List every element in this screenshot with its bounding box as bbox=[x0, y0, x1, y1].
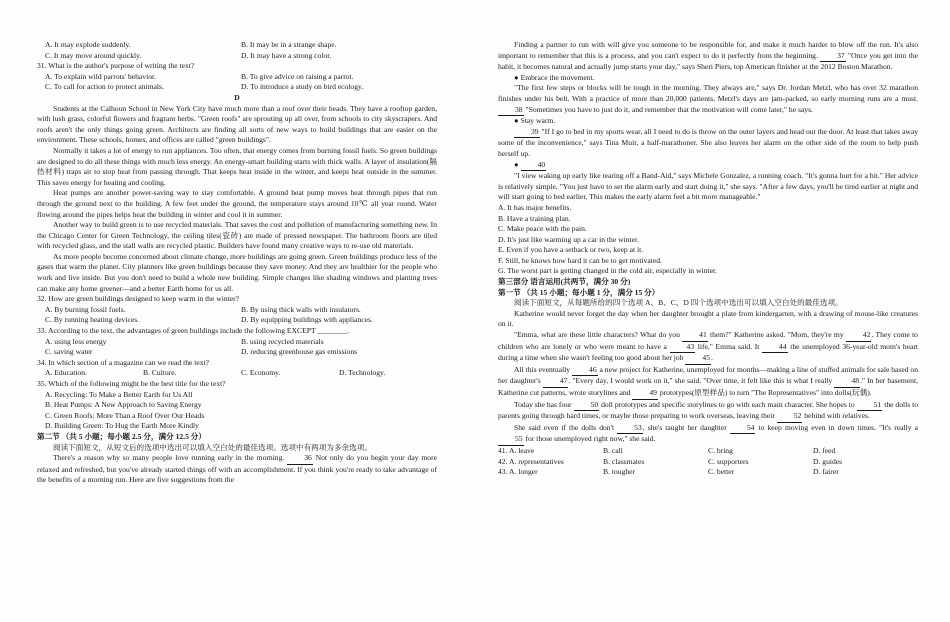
running-p1-before: Finding a partner to run with will give you someone to be responsible for, and make it much harder to blow off the run. It's also important to remember that this is a process, and you can't expect to do it perfectly from the beginning. bbox=[498, 40, 918, 60]
cloze-p2-text-e: the unemployed 36-year-old mom's heart during a time when she wasn't feeling too good about her job bbox=[498, 341, 918, 363]
passage-d-paragraph-2: Normally it takes a lot of energy to run appliances. Too often, that energy comes from burning fossil fuels. So green buildings are designed to do all these things with much less energy. An energy-smart building starts with thick walls. A layer of insulation(隔热材料) traps air to stop heat from passing through. That keeps heat inside in the winter, and keeps heat outside in the summer. This saves energy for heating and cooling. bbox=[37, 145, 437, 187]
q30-options-row1 bbox=[37, 40, 437, 51]
running-paragraph-4: "I view waking up early like tearing off a Band-Aid," says Michele Gonzalez, a running coach. "It's gonna hurt for a bit." Her advice is relatively simple, "You just have to set the alarm early and start doing it," she says. "After a few days, you'll be tired earlier at night and will start going to bed earlier. This makes the early alarm feel a bit more manageable." bbox=[498, 171, 918, 202]
blank-39: 39 bbox=[514, 127, 540, 139]
q42-options-row bbox=[498, 457, 918, 468]
left-column bbox=[37, 40, 437, 614]
passage-d-paragraph-4: Another way to build green is to use recycled materials. That saves the cost and pollution of manufacturing something new. In the Chicago Center for Green Technology, the ceiling tiles(瓷砖) are made of pressed newspaper. The bathroom floors are tiled with recycled glass, and the stall walls are recycled plastic. Builders have found many creative ways to re-use old materials. bbox=[37, 220, 437, 251]
cloze-paragraph-2 bbox=[498, 330, 918, 365]
q32-option-c: C. By running heating devices. bbox=[45, 315, 140, 325]
cloze-paragraph-3 bbox=[498, 365, 918, 400]
passage-7-5-intro bbox=[37, 453, 437, 486]
seven-option-c: C. Make peace with the pain. bbox=[498, 224, 587, 234]
heading-blank-40 bbox=[498, 160, 918, 172]
blank-37: 37 bbox=[820, 51, 846, 63]
blank-41: 41 bbox=[682, 330, 708, 342]
q34-options-row bbox=[37, 368, 437, 379]
blank-44: 44 bbox=[762, 342, 788, 354]
blank-52: 52 bbox=[777, 411, 803, 423]
cloze-p4-text-c: the dolls to parents going through hard times, or maybe those preparing to work overseas, leaving their bbox=[498, 399, 918, 421]
q35-option-b: B. Heat Pumps: A New Approach to Saving Energy bbox=[45, 400, 202, 410]
q41-option-b: B. call bbox=[603, 445, 623, 455]
passage-d-paragraph-3: Heat pumps are another power-saving way to stay comfortable. A ground heat pump moves heat through pipes that run through the ground next to the building. A few feet under the ground, the temperature stays around 10℃ all year round. Water flowing around the pipes helps heat the building in winter and cool it in summer. bbox=[37, 188, 437, 219]
q41-option-a: 41. A. leave bbox=[498, 445, 535, 455]
seven-option-g: G. The worst part is getting changed in the cold air, especially in winter. bbox=[498, 266, 717, 276]
q43-option-c: C. better bbox=[708, 467, 735, 477]
cloze-p2-text-d: life," Emma said. It bbox=[697, 341, 760, 351]
blank-53: 53 bbox=[617, 423, 643, 435]
q43-options-row bbox=[498, 467, 918, 478]
cloze-p3-text-e: prototypes(原型样品) to turn "The Representatives" into dolls(玩偶). bbox=[659, 388, 872, 397]
cloze-p5-text-d: for those unemployed right now," she said. bbox=[525, 434, 656, 444]
running-paragraph-3 bbox=[498, 127, 918, 160]
running-p3-after: "If I go to bed in my sports wear, all I need to do is throw on the outer layers and head out the door. At least that takes away some of the inconvenience," says Tina Muir, a half-marathoner. She also leaves her alarm on the other side of the room to help push herself up. bbox=[498, 126, 918, 158]
q33-options-row1 bbox=[37, 337, 437, 348]
q32-option-b: B. By using thick walls with insulators. bbox=[241, 304, 361, 314]
cloze-paragraph-4 bbox=[498, 400, 918, 423]
blank-36: 36 bbox=[287, 453, 313, 465]
q31-option-b: B. To give advice on raising a parrot. bbox=[241, 71, 354, 81]
q31-option-d: D. To introduce a study on bird ecology. bbox=[241, 82, 364, 92]
q30-option-c: C. It may move around quickly. bbox=[45, 50, 142, 60]
q30-options-row2 bbox=[37, 51, 437, 62]
blank-55: 55 bbox=[498, 434, 524, 446]
q33-option-c: C. saving water bbox=[45, 347, 93, 357]
blank-43: 43 bbox=[670, 342, 696, 354]
q35-stem: 35. Which of the following might be the best title for the text? bbox=[37, 379, 226, 388]
q30-option-b: B. It may be in a strange shape. bbox=[241, 40, 337, 49]
q43-option-a: 43. A. longer bbox=[498, 467, 538, 477]
q34-stem: 34. In which section of a magazine can we read the text? bbox=[37, 357, 210, 367]
q42-option-d: D. guides bbox=[813, 456, 843, 466]
blank-36-before: There's a reason why so many people love running early in the morning. bbox=[53, 453, 285, 463]
q32-option-d: D. By equipping buildings with appliances. bbox=[241, 315, 373, 325]
q30-option-d: D. It may have a strong color. bbox=[241, 50, 332, 60]
q42-option-b: B. classmates bbox=[603, 456, 645, 466]
cloze-paragraph-1: Katherine would never forget the day when her daughter brought a plate from kindergarten, with a drawing of mouse-like creatures on it. bbox=[498, 308, 918, 329]
q41-options-row bbox=[498, 446, 918, 457]
cloze-p2-text-f: . bbox=[710, 353, 713, 363]
q32-stem: 32. How are green buildings designed to keep warm in the winter? bbox=[37, 294, 240, 304]
seven-option-f: F. Still, he knows how hard it can be to get motivated. bbox=[498, 255, 662, 265]
q43-option-d: D. fairer bbox=[813, 467, 839, 477]
q41-option-c: C. bring bbox=[708, 445, 733, 455]
seven-option-d: D. It's just like warming up a car in the winter. bbox=[498, 234, 639, 244]
cloze-paragraph-5 bbox=[498, 423, 918, 446]
right-column bbox=[498, 40, 918, 614]
section-2-instructions: 阅读下面短文，从短文后的选项中选出可以填入空白处的最佳选项。选项中有两项为多余选项。 bbox=[53, 442, 372, 452]
cloze-p2-text-b: them?" Katherine asked. "Mom, they're my bbox=[710, 330, 844, 340]
blank-45: 45 bbox=[685, 353, 711, 365]
q42-option-c: C. supporters bbox=[708, 456, 749, 466]
cloze-p5-text-a: She said even if the dolls don't bbox=[514, 422, 615, 432]
q33-option-a: A. using less energy bbox=[45, 336, 107, 346]
cloze-p2-text-c: . They come to children who are lonely or who were meant to have a bbox=[498, 330, 918, 351]
q33-option-b: B. using recycled materials bbox=[241, 336, 324, 346]
q35-option-a: A. Recycling: To Make a Better Earth for Us All bbox=[45, 389, 193, 399]
q32-options-row1 bbox=[37, 305, 437, 316]
blank-42: 42 bbox=[846, 330, 872, 342]
q31-options-row1 bbox=[37, 72, 437, 83]
section-1-title: 第一节 （共 15 小题；每小题 1 分，满分 15 分） bbox=[498, 287, 660, 297]
q31-option-c: C. To call for action to protect animals. bbox=[45, 82, 164, 92]
blank-54: 54 bbox=[730, 423, 756, 435]
blank-47: 47 bbox=[543, 376, 569, 388]
passage-d-label: D bbox=[234, 92, 240, 102]
q34-option-c: C. Economy. bbox=[241, 368, 281, 378]
q32-option-a: A. By burning fossil fuels. bbox=[45, 304, 126, 314]
q34-option-a: A. Education. bbox=[45, 368, 87, 378]
blank-51: 51 bbox=[857, 400, 883, 412]
q42-option-a: 42. A. representatives bbox=[498, 456, 564, 466]
blank-48: 48 bbox=[834, 376, 860, 388]
cloze-p3-text-c: . "Every day, I would work on it," she said. "Over time, it felt like this is what I really bbox=[568, 376, 833, 386]
cloze-p5-text-c: to keep moving even in down times. "It's really a bbox=[758, 422, 918, 432]
q35-option-c: C. Green Roofs: More Than a Roof Over Our Heads bbox=[45, 410, 205, 420]
cloze-p4-text-d: behind with relatives. bbox=[804, 411, 870, 421]
section-2-title: 第二节 （共 5 小题；每小题 2.5 分，满分 12.5 分） bbox=[37, 431, 206, 441]
blank-38: 38 bbox=[498, 105, 524, 117]
seven-option-a: A. It has major benefits. bbox=[498, 202, 572, 212]
heading-stay-warm: ● Stay warm. bbox=[498, 116, 918, 127]
q43-option-b: B. tougher bbox=[603, 467, 636, 477]
blank-49: 49 bbox=[632, 388, 658, 400]
passage-d-paragraph-5: As more people become concerned about climate change, more buildings are going green. Green buildings produce less of the gases that warm the planet. City planners like green buildings because they save money. And they are healthier for the people who work and live inside. But you don't need to build a whole new building. Simple changes like shading windows and planting trees can make any home greener—and a better Earth home for us all. bbox=[37, 251, 437, 293]
q33-stem: 33. According to the text, the advantages of green buildings include the following EXCEPT ________. bbox=[37, 326, 350, 336]
section-1-instructions: 阅读下面短文，从每题所给的四个选项 A、B、C、D 四个选项中选出可以填入空白处的最佳选项。 bbox=[514, 298, 843, 308]
passage-d-paragraph-1: Students at the Calhoun School in New York City have much more than a roof over their heads. They have a rooftop garden, with lush grass, colorful flowers and fragrant herbs. "Green roofs" are sprouting up all over, from schools to city skyscrapers. And roofs aren't the only things going green. Architects are finding all sorts of new ways to build buildings that are easier on the environment. These schools, homes, and offices are called "green buildings". bbox=[37, 103, 437, 145]
q34-option-b: B. Culture. bbox=[143, 368, 177, 378]
blank-40: 40 bbox=[521, 160, 547, 172]
running-p1-after: "Once you get into the habit, it becomes natural and actually jump starts your day," says Sheri Piers, top American finisher at the 2012 Boston Marathon. bbox=[498, 50, 918, 72]
seven-option-e: E. Even if you have a setback or two, keep at it. bbox=[498, 245, 644, 255]
part-3-title: 第三部分 语言运用(共两节，满分 30 分) bbox=[498, 277, 631, 287]
running-p2-before: "The first few steps or blocks will be tough in the morning. They always are," says Dr. Jordan Metzl, who has over 32 marathon finishes under his belt. With a practice of more than 20,000 patients, Metzl's days are jam-packed, so early morning runs are a must. bbox=[498, 83, 918, 103]
q33-option-d: D. reducing greenhouse gas emissions bbox=[241, 347, 358, 357]
blank-36-after: Not only do you begin your day more relaxed and refreshed, but you've already started things off with an accomplishment. If you think you're ready to take advantage of the benefits of a morning run. Here are five suggestions from the bbox=[37, 453, 437, 485]
q32-options-row2 bbox=[37, 315, 437, 326]
q41-option-d: D. feed bbox=[813, 445, 836, 455]
q30-option-a: A. It may explode suddenly. bbox=[45, 40, 131, 49]
running-paragraph-2 bbox=[498, 83, 918, 116]
heading-embrace-movement: ● Embrace the movement. bbox=[498, 73, 918, 84]
blank-50: 50 bbox=[574, 400, 600, 412]
cloze-p3-text-b: a new project for Katherine, unemployed for months—making a line of stuffed animals for sale based on her daughter's bbox=[498, 364, 918, 386]
q31-stem: 31. What is the author's purpose of writing the text? bbox=[37, 61, 195, 71]
cloze-p3-text-d: ." In her basement, Katherine cut patterns, wrote storylines and bbox=[498, 376, 918, 397]
q33-options-row2 bbox=[37, 347, 437, 358]
cloze-p4-text-a: Today she has four bbox=[514, 399, 572, 409]
seven-option-b: B. Have a training plan. bbox=[498, 213, 571, 223]
blank-46: 46 bbox=[572, 365, 598, 377]
cloze-p3-text-a: All this eventually bbox=[514, 364, 571, 374]
q34-option-d: D. Technology. bbox=[339, 368, 386, 378]
cloze-p5-text-b: , she's taught her daughter bbox=[642, 422, 727, 432]
q31-option-a: A. To explain wild parrots' behavior. bbox=[45, 71, 156, 81]
q31-options-row2 bbox=[37, 82, 437, 93]
q35-option-d: D. Building Green: To Hug the Earth More Kindly bbox=[45, 421, 199, 431]
running-paragraph-1 bbox=[498, 40, 918, 73]
running-p2-after: "Sometimes you have to just do it, and remember that the motivation will come later," he says. bbox=[525, 104, 813, 114]
cloze-p4-text-b: doll prototypes and specific storylines to go with each main character. She hopes to bbox=[601, 399, 855, 409]
cloze-p2-text-a: "Emma, what are these little characters? What do you bbox=[514, 330, 680, 340]
